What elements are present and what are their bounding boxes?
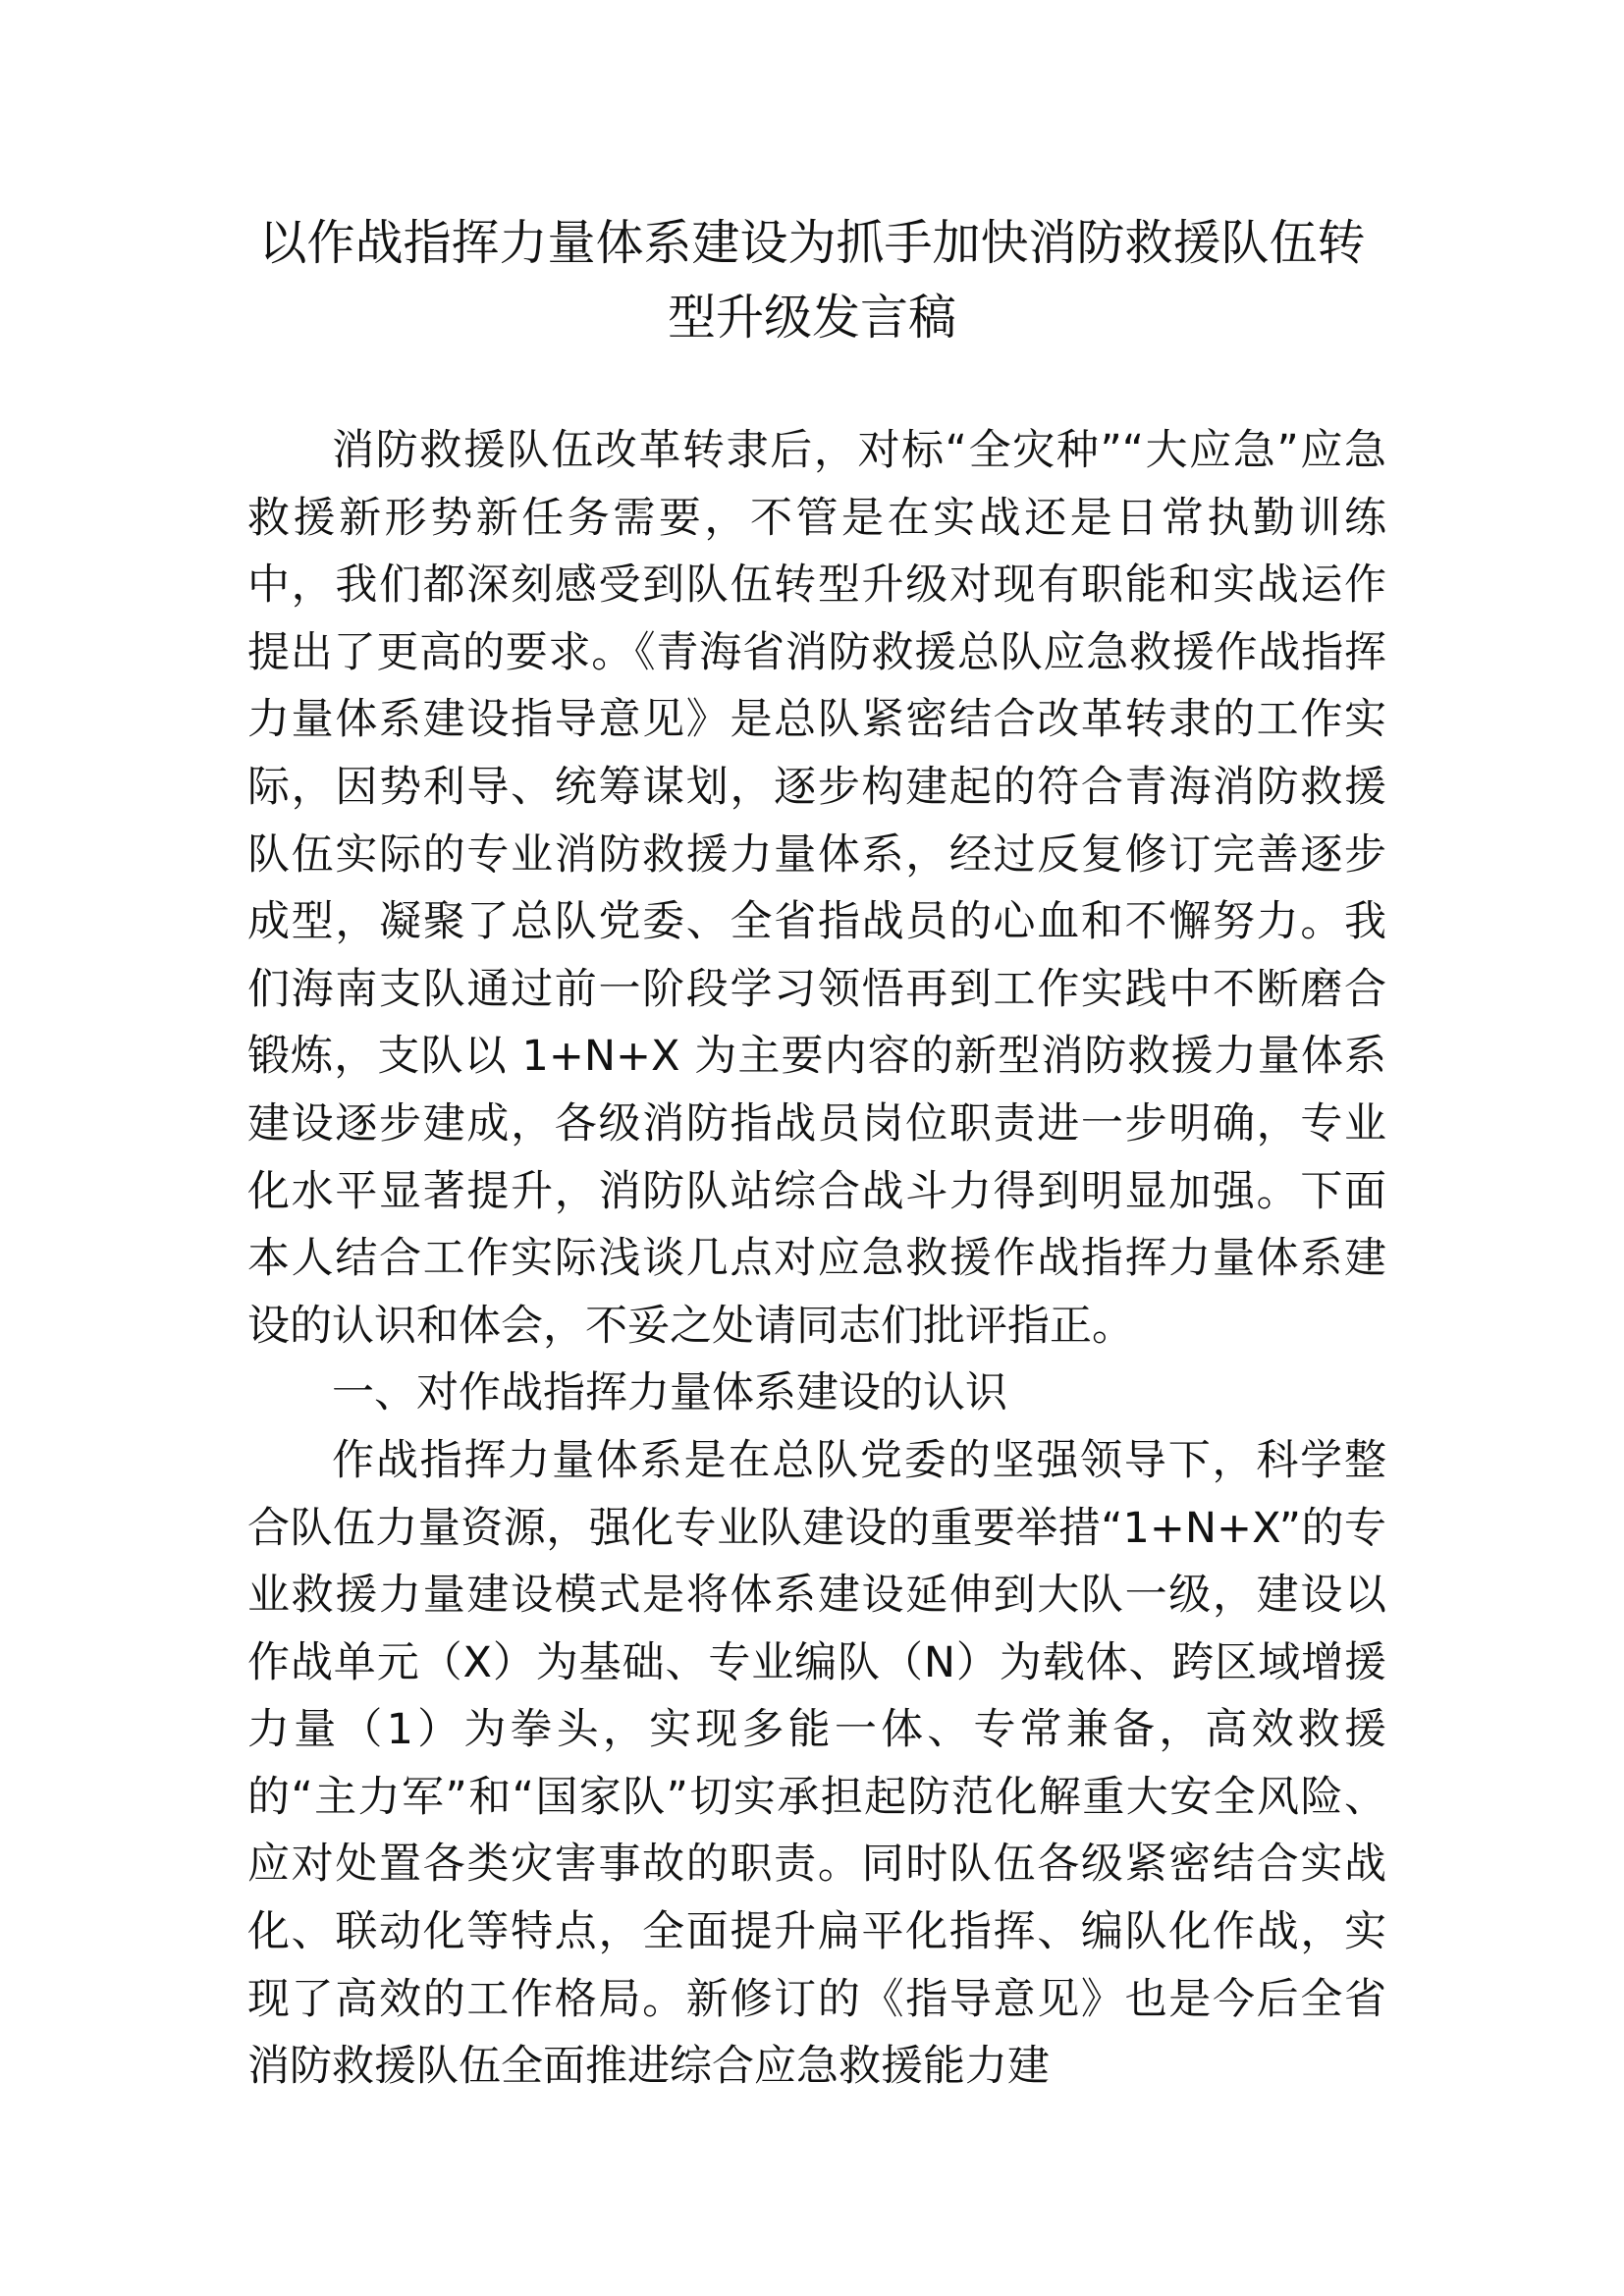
title-line-2: 型升级发言稿 (667, 290, 956, 346)
document-title (216, 206, 1408, 355)
document-body (247, 417, 1386, 2101)
body-paragraph-1: 消防救援队伍改革转隶后，对标“全灾种”“大应急”应急救援新形势新任务需要，不管是在实战还是日常执勤训练中，我们都深刻感受到队伍转型升级对现有职能和实战运作提出了更高的要求。《青海省消防救援总队应急救援作战指挥力量体系建设指导意见》是总队紧密结合改革转隶的工作实际，因势利导、统筹谋划，逐步构建起的符合青海消防救援队伍实际的专业消防救援力量体系，经过反复修订完善逐步成型，凝聚了总队党委、全省指战员的心血和不懈努力。我们海南支队通过前一阶段学习领悟再到工作实践中不断磨合锻炼，支队以 1+N+X 为主要内容的新型消防救援力量体系建设逐步建成，各级消防指战员岗位职责进一步明确，专业化水平显著提升，消防队站综合战斗力得到明显加强。下面本人结合工作实际浅谈几点对应急救援作战指挥力量体系建设的认识和体会，不妥之处请同志们批评指正。 (247, 426, 1386, 1351)
section-heading-1: 一、对作战指挥力量体系建设的认识 (332, 1368, 1007, 1418)
body-paragraph-2: 作战指挥力量体系是在总队党委的坚强领导下，科学整合队伍力量资源，强化专业队建设的重要举措“1+N+X”的专业救援力量建设模式是将体系建设延伸到大队一级，建设以作战单元（X）为基础、专业编队（N）为载体、跨区域增援力量（1）为拳头，实现多能一体、专常兼备，高效救援的“主力军”和“国家队”切实承担起防范化解重大安全风险、应对处置各类灾害事故的职责。同时队伍各级紧密结合实战化、联动化等特点，全面提升扁平化指挥、编队化作战，实现了高效的工作格局。新修订的《指导意见》也是今后全省消防救援队伍全面推进综合应急救援能力建 (247, 1435, 1386, 2092)
title-line-1: 以作战指挥力量体系建设为抓手加快消防救援队伍转 (258, 215, 1366, 271)
